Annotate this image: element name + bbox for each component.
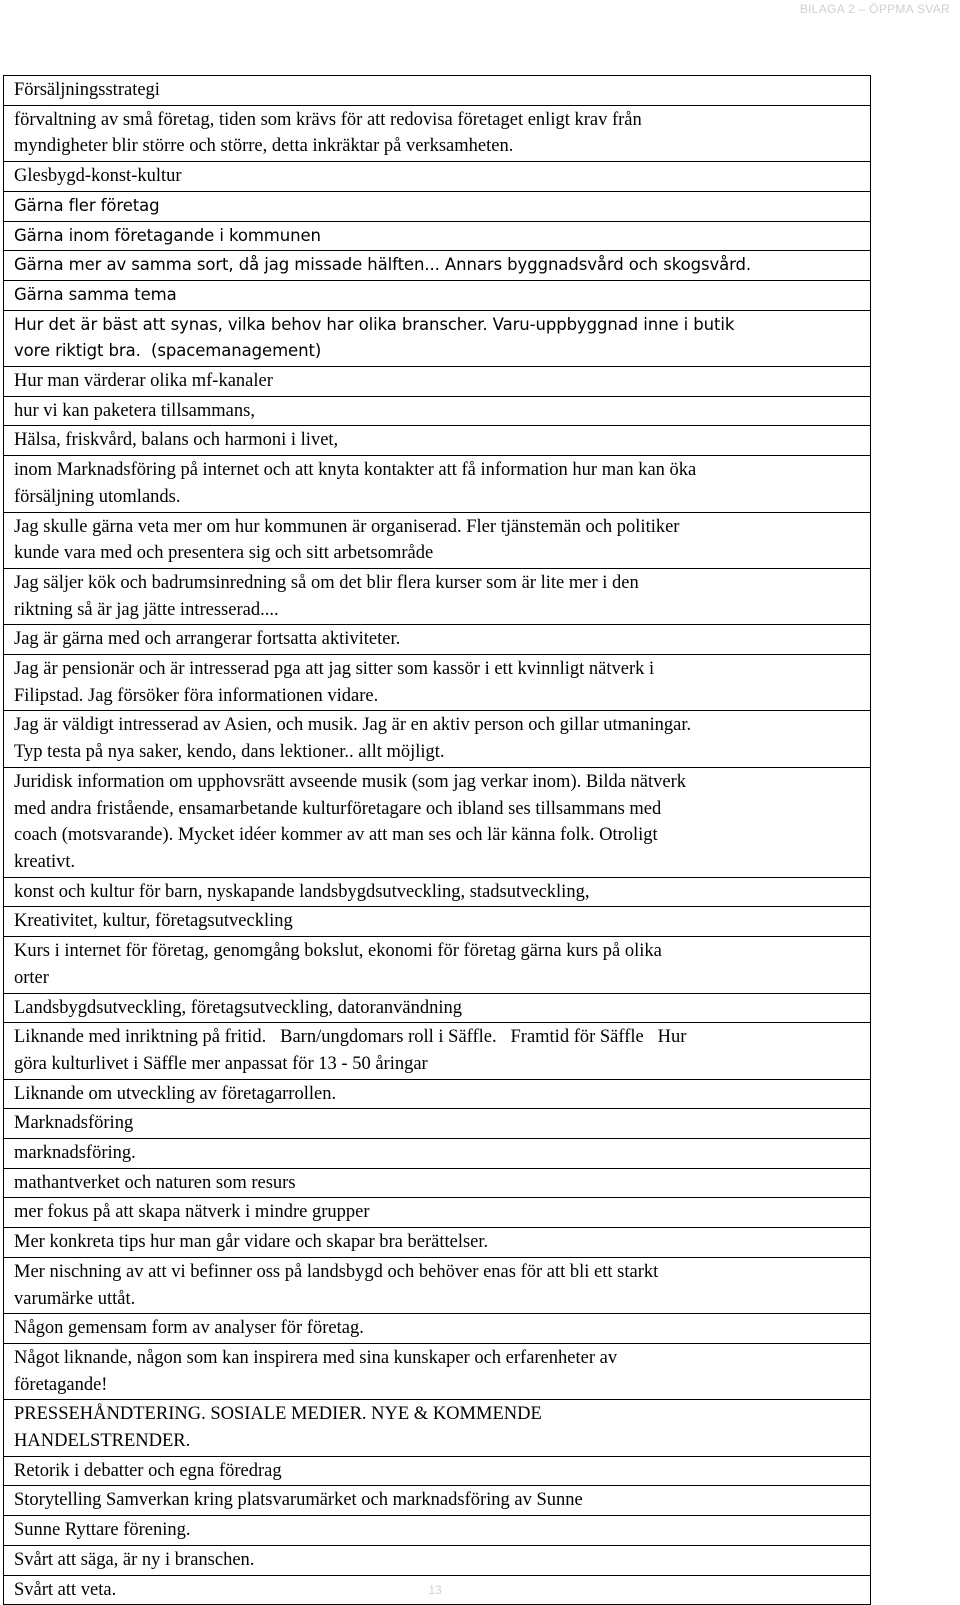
answer-row bbox=[4, 1344, 870, 1400]
answer-text-line: Liknande med inriktning på fritid. Barn/ungdomars roll i Säffle. Framtid för Säffle Hur bbox=[14, 1027, 687, 1048]
answer-row bbox=[4, 1139, 870, 1169]
answer-row bbox=[4, 1546, 870, 1576]
answer-text-line: hur vi kan paketera tillsammans, bbox=[14, 400, 255, 421]
answer-row bbox=[4, 1023, 870, 1079]
answer-text-line: Sunne Ryttare förening. bbox=[14, 1520, 191, 1541]
answer-row bbox=[4, 907, 870, 937]
answer-row bbox=[4, 281, 870, 311]
answer-row bbox=[4, 456, 870, 512]
answer-row bbox=[4, 1400, 870, 1456]
answer-row bbox=[4, 994, 870, 1024]
answer-text-line: Svårt att säga, är ny i branschen. bbox=[14, 1549, 255, 1570]
answer-text-line: med andra fristående, ensamarbetande kulturföretagare och ibland ses tillsammans med bbox=[14, 798, 662, 819]
answer-text-line: Marknadsföring bbox=[14, 1113, 134, 1134]
answer-text-line: Något liknande, någon som kan inspirera med sina kunskaper och erfarenheter av bbox=[14, 1347, 618, 1368]
answer-row bbox=[4, 937, 870, 993]
answer-text-line: Liknande om utveckling av företagarrollen. bbox=[14, 1083, 337, 1104]
answer-row bbox=[4, 569, 870, 625]
answer-text-line: Mer nischning av att vi befinner oss på landsbygd och behöver enas för att bli ett starkt bbox=[14, 1261, 659, 1282]
answer-text-line: Någon gemensam form av analyser för företag. bbox=[14, 1318, 364, 1339]
answer-row bbox=[4, 1314, 870, 1344]
answer-row bbox=[4, 251, 870, 281]
answer-text-line: Gärna fler företag bbox=[14, 195, 160, 215]
answer-row bbox=[4, 106, 870, 162]
answer-text-line: Försäljningsstrategi bbox=[14, 80, 160, 100]
answer-text-line: Jag är gärna med och arrangerar fortsatta aktiviteter. bbox=[14, 629, 401, 650]
answer-text-line: inom Marknadsföring på internet och att knyta kontakter att få information hur man kan öka bbox=[14, 460, 697, 481]
answer-text-line: Jag är väldigt intresserad av Asien, och musik. Jag är en aktiv person och gillar utmaningar. bbox=[14, 715, 692, 736]
answer-text-line: Juridisk information om upphovsrätt avseende musik (som jag verkar inom). Bilda nätverk bbox=[14, 771, 687, 792]
answers-table bbox=[3, 75, 871, 1605]
answer-text-line: Typ testa på nya saker, kendo, dans lektioner.. allt möjligt. bbox=[14, 742, 445, 763]
answer-text-line: företagande! bbox=[14, 1374, 108, 1395]
answer-text-line: PRESSEHÅNDTERING. SOSIALE MEDIER. NYE & KOMMENDE bbox=[14, 1404, 542, 1425]
answer-row bbox=[4, 1486, 870, 1516]
answer-row bbox=[4, 1080, 870, 1110]
answer-row bbox=[4, 625, 870, 655]
answer-text-line: Storytelling Samverkan kring platsvarumärket och marknadsföring av Sunne bbox=[14, 1490, 583, 1511]
answer-text-line: orter bbox=[14, 967, 49, 988]
answer-text-line: Mer konkreta tips hur man går vidare och skapar bra berättelser. bbox=[14, 1232, 489, 1253]
answer-text-line: Hälsa, friskvård, balans och harmoni i livet, bbox=[14, 430, 339, 451]
answer-text-line: riktning så är jag jätte intresserad.... bbox=[14, 599, 279, 620]
answer-row bbox=[4, 655, 870, 711]
answer-text-line: Kreativitet, kultur, företagsutveckling bbox=[14, 911, 293, 932]
answer-text-line: Gärna mer av samma sort, då jag missade hälften... Annars byggnadsvård och skogsvård. bbox=[14, 255, 752, 275]
answer-text-line: Jag är pensionär och är intresserad pga att jag sitter som kassör i ett kvinnligt nätverk i bbox=[14, 659, 655, 680]
answer-text-line: konst och kultur för barn, nyskapande landsbygdsutveckling, stadsutveckling, bbox=[14, 881, 590, 902]
answer-text-line: Hur man värderar olika mf-kanaler bbox=[14, 371, 273, 392]
answer-text-line: Jag skulle gärna veta mer om hur kommunen är organiserad. Fler tjänstemän och politiker bbox=[14, 516, 680, 537]
answer-text-line: mer fokus på att skapa nätverk i mindre grupper bbox=[14, 1202, 370, 1223]
page-header: BILAGA 2 – ÖPPMA SVAR bbox=[799, 2, 950, 16]
answer-text-line: HANDELSTRENDER. bbox=[14, 1431, 191, 1452]
answer-row bbox=[4, 397, 870, 427]
answer-text-line: Glesbygd-konst-kultur bbox=[14, 166, 182, 187]
answer-row bbox=[4, 192, 870, 222]
answer-row bbox=[4, 711, 870, 767]
answer-row bbox=[4, 222, 870, 252]
answer-row bbox=[4, 878, 870, 908]
page-number: 13 bbox=[428, 1583, 442, 1597]
answer-text-line: Landsbygdsutveckling, företagsutveckling, datoranvändning bbox=[14, 997, 463, 1018]
answer-row bbox=[4, 367, 870, 397]
answer-text-line: mathantverket och naturen som resurs bbox=[14, 1172, 296, 1193]
answer-row bbox=[4, 311, 870, 367]
answer-row bbox=[4, 1109, 870, 1139]
answer-text-line: göra kulturlivet i Säffle mer anpassat för 13 - 50 åringar bbox=[14, 1053, 428, 1074]
answer-row bbox=[4, 1228, 870, 1258]
answer-text-line: vore riktigt bra. (spacemanagement) bbox=[14, 341, 322, 361]
answer-row bbox=[4, 426, 870, 456]
answer-row bbox=[4, 1198, 870, 1228]
answer-row bbox=[4, 768, 870, 878]
answer-text-line: Jag säljer kök och badrumsinredning så om det blir flera kurser som är lite mer i den bbox=[14, 572, 639, 593]
answer-text-line: kreativt. bbox=[14, 851, 76, 872]
answer-text-line: Filipstad. Jag försöker föra informationen vidare. bbox=[14, 685, 379, 706]
answer-text-line: Gärna inom företagande i kommunen bbox=[14, 225, 321, 245]
answer-row bbox=[4, 1516, 870, 1546]
answer-text-line: varumärke uttåt. bbox=[14, 1288, 136, 1309]
answer-row bbox=[4, 1169, 870, 1199]
answer-row bbox=[4, 513, 870, 569]
answer-row bbox=[4, 1457, 870, 1487]
answer-row bbox=[4, 162, 870, 192]
answer-text-line: förvaltning av små företag, tiden som krävs för att redovisa företaget enligt krav från bbox=[14, 109, 642, 130]
answer-text-line: marknadsföring. bbox=[14, 1143, 136, 1164]
answer-text-line: myndigheter blir större och större, detta inkräktar på verksamheten. bbox=[14, 136, 514, 157]
answer-row bbox=[4, 1258, 870, 1314]
answer-row bbox=[4, 76, 870, 106]
answer-text-line: Svårt att veta. bbox=[14, 1579, 117, 1600]
answer-text-line: Retorik i debatter och egna föredrag bbox=[14, 1460, 282, 1481]
answer-text-line: Kurs i internet för företag, genomgång bokslut, ekonomi för företag gärna kurs på olika bbox=[14, 941, 662, 962]
answer-text-line: kunde vara med och presentera sig och sitt arbetsområde bbox=[14, 543, 434, 564]
answer-text-line: coach (motsvarande). Mycket idéer kommer av att man ses och lär känna folk. Otroligt bbox=[14, 825, 658, 846]
answer-text-line: Hur det är bäst att synas, vilka behov har olika branscher. Varu-uppbyggnad inne i butik bbox=[14, 314, 735, 334]
answer-text-line: försäljning utomlands. bbox=[14, 486, 181, 507]
answer-text-line: Gärna samma tema bbox=[14, 284, 177, 304]
